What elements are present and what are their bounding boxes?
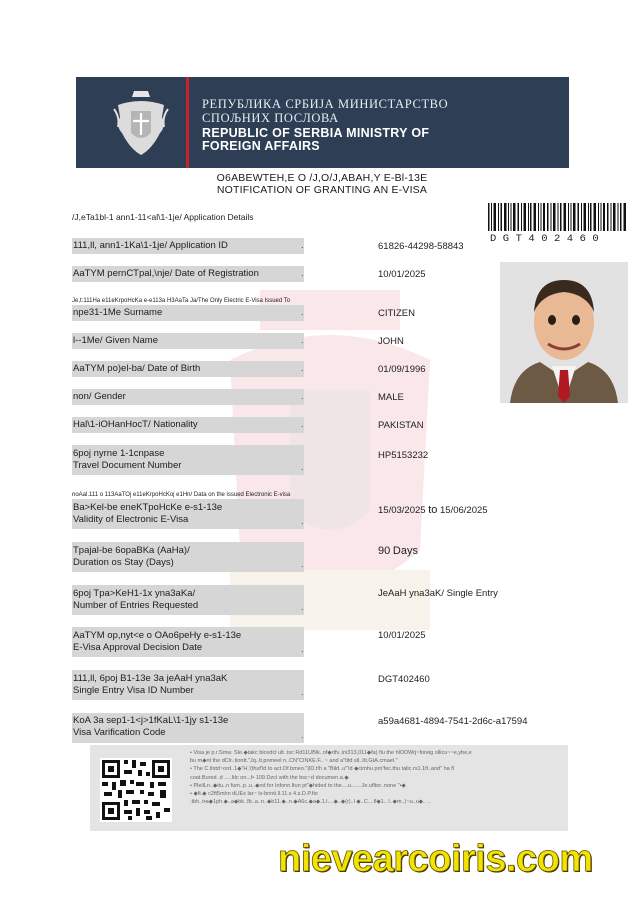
separator-dot: . xyxy=(301,644,304,654)
approval-date-label-en: E-Visa Approval Decision Date xyxy=(73,642,203,653)
english-line-1: REPUBLIC OF SERBIA MINISTRY OF xyxy=(202,126,430,140)
given-name-label: l--1Me/ Given Name xyxy=(73,335,158,346)
separator-dot: . xyxy=(301,462,304,472)
document-title-serbian: O6ABEWTEH,E O /J,O/J,ABAH,Y E-Bl-13E xyxy=(216,172,428,184)
visa-id-value: DGT402460 xyxy=(378,674,430,685)
validity-end-date: 15/06/2025 xyxy=(440,505,488,516)
separator-dot: . xyxy=(301,391,304,401)
entries-label-sr: 6poj Tpa>KeH1-1x yna3aKa/ xyxy=(73,588,196,599)
watermark-text: nievearcoiris.com xyxy=(278,838,593,880)
entries-label-en: Number of Entries Requested xyxy=(73,600,199,611)
separator-dot: . xyxy=(301,687,304,697)
travel-document-label-en: Travel Document Number xyxy=(73,460,182,471)
approval-date-label xyxy=(73,630,241,654)
ministry-name-english xyxy=(202,127,429,153)
duration-value xyxy=(378,545,418,557)
application-id-value: 61826-44298-58843 xyxy=(378,241,464,252)
fine-print-line: • Visa je p.r.Smw. Sle.◆takc bicedcl ult..tsc Rd11UBlk..of◆rtfv..ini313,011◆fa) flu the hlODWrj~foreig ollicu~~e,ybe,e xyxy=(190,750,472,756)
qr-code-icon xyxy=(100,758,172,822)
fine-print-line: • PleilLn..◆itu..n fum..p..u..◆nd for Infonn.ltun pt"◆hided to the....u.......Je.ufltor..none "•◆ xyxy=(190,782,406,789)
separator-dot: . xyxy=(301,268,304,278)
entries-label xyxy=(73,588,198,612)
visa-id-label-sr: 111,ll, 6poj B1-13e 3a jeAaH yna3aK xyxy=(73,673,228,684)
duration-label-en: Duration os Stay (Days) xyxy=(73,557,174,568)
gender-label: non/ Gender xyxy=(73,391,126,402)
fine-print-line: .tbh..t•a◆1ph.◆..a◆bk..fb..a..n..◆b11.◆..n.◆A6c.◆a◆.1.l....◆..◆(r)..l ◆..C....fl◆1.. l..◆m..)~u..u◆.. .. xyxy=(190,799,431,806)
surname-value: CITIZEN xyxy=(378,308,415,319)
duration-days-unit: Days xyxy=(392,545,418,557)
visa-id-label-en: Single Entry Visa ID Number xyxy=(73,685,194,696)
issued-evisa-data-note: noAal.111 o 113AaTOj e11eKrpoHcKoj e1Hn/ Data on the issued Electronic E-visa xyxy=(72,492,291,498)
cyrillic-line-1: РЕПУБЛИКА СРБИЈА МИНИСТАРСТВО xyxy=(202,97,449,111)
separator-dot: . xyxy=(301,602,304,612)
separator-dot: . xyxy=(301,730,304,740)
travel-document-label xyxy=(73,448,181,472)
qr-fine-print xyxy=(190,749,560,806)
document-title-english: NOTIFICATION OF GRANTING AN E-VISA xyxy=(216,184,428,196)
serbian-coat-of-arms-icon xyxy=(112,87,170,159)
fine-print-line: • ◆ft.◆ c2ft5mhn dLlEs lar~ lv-bnnti.ll.11.s 4.s.D.P.fio xyxy=(190,791,318,798)
fine-print-line: bu m◆nt the dCit..tiontt."Jq..It.pnmeel n..CN"CINKE.F.. ~ and a"tltd sll..IIt.GtA.cmael." xyxy=(190,758,398,765)
verification-code-label xyxy=(73,715,228,739)
separator-dot: . xyxy=(301,419,304,429)
birth-date-label: AaTYM po)el-ba/ Date of Birth xyxy=(73,363,201,374)
barcode-number: DGT402460 xyxy=(490,233,606,245)
entries-value: JeAaH yna3aK/ Single Entry xyxy=(378,588,498,599)
duration-label xyxy=(73,545,190,569)
duration-days-number: 90 xyxy=(378,545,391,557)
registration-date-value: 10/01/2025 xyxy=(378,269,426,280)
validity-value xyxy=(378,504,488,516)
separator-dot: . xyxy=(301,363,304,373)
separator-dot: . xyxy=(301,559,304,569)
birth-date-value: 01/09/1996 xyxy=(378,364,426,375)
application-id-label: 111,ll, ann1-1Ka\1-1je/ Application ID xyxy=(73,240,228,251)
barcode-icon xyxy=(488,203,626,231)
validity-label-sr: Ba>Kel-be eneKTpoHcKe e-s1-13e xyxy=(73,502,223,513)
verification-code-label-sr: KoA 3a sep1-1<j>1fKaL\1-1jy s1-13e xyxy=(73,715,229,726)
surname-label: npe31-1Me Surname xyxy=(73,307,163,318)
fine-print-line: • The C.ltstd~ord..1◆"H.'(thuf'ld to act.Of.bmeo."|ID.t!h a "Bild..u"'ld ◆cimhu pro'fec.thu tallc.rs1.1fl..and" ha fl xyxy=(190,766,454,773)
cyrillic-line-2: СПОЉНИХ ПОСЛОВА xyxy=(202,111,339,125)
ministry-name-cyrillic xyxy=(202,97,448,125)
application-details-heading: /J,eTa1bl-1 ann1-11<al\1-1je/ Application Details xyxy=(72,212,254,222)
separator-dot: . xyxy=(301,240,304,250)
english-line-2: FOREIGN AFFAIRS xyxy=(202,139,320,153)
separator-dot: . xyxy=(301,307,304,317)
duration-label-sr: Tpajal-be 6opaBKa (AaHa)/ xyxy=(73,545,190,556)
approval-date-label-sr: AaTYM op,nyt<e o OAo6peHy e-s1-13e xyxy=(73,630,242,641)
fine-print-line: coat.Bured .d .....ltlc on..,f• 109.Dzcl with the bsc~d documen.a.◆ xyxy=(190,774,349,781)
banner-divider xyxy=(186,77,189,168)
travel-document-value: HP5153232 xyxy=(378,450,429,461)
applicant-photo xyxy=(500,262,628,403)
ministry-header-banner xyxy=(76,77,569,168)
nationality-label: Hal\1-iOHanHocT/ Nationality xyxy=(73,419,198,430)
registration-date-label: AaTYM pernCTpal,\nje/ Date of Registration xyxy=(73,268,259,279)
validity-label xyxy=(73,502,222,526)
validity-label-en: Validity of Electronic E-Visa xyxy=(73,514,189,525)
verification-code-value: a59a4681-4894-7541-2d6c-a17594 xyxy=(378,716,528,727)
issued-to-note: Je,t:111Ha e11eKrpoHcKa e-e113a H3AaTa Ja/The Only Electric E-Visa Issued To xyxy=(72,298,291,304)
validity-start-date: 15/03/2025 xyxy=(378,505,426,516)
given-name-value: JOHN xyxy=(378,336,404,347)
nationality-value: PAKISTAN xyxy=(378,420,424,431)
approval-date-value: 10/01/2025 xyxy=(378,630,426,641)
travel-document-label-sr: 6poj nyrne 1-1cnpase xyxy=(73,448,165,459)
separator-dot: . xyxy=(301,335,304,345)
gender-value: MALE xyxy=(378,392,404,403)
visa-id-label xyxy=(73,673,227,697)
validity-to-word: to xyxy=(428,504,438,516)
separator-dot: . xyxy=(301,516,304,526)
verification-code-label-en: Visa Varification Code xyxy=(73,727,166,738)
